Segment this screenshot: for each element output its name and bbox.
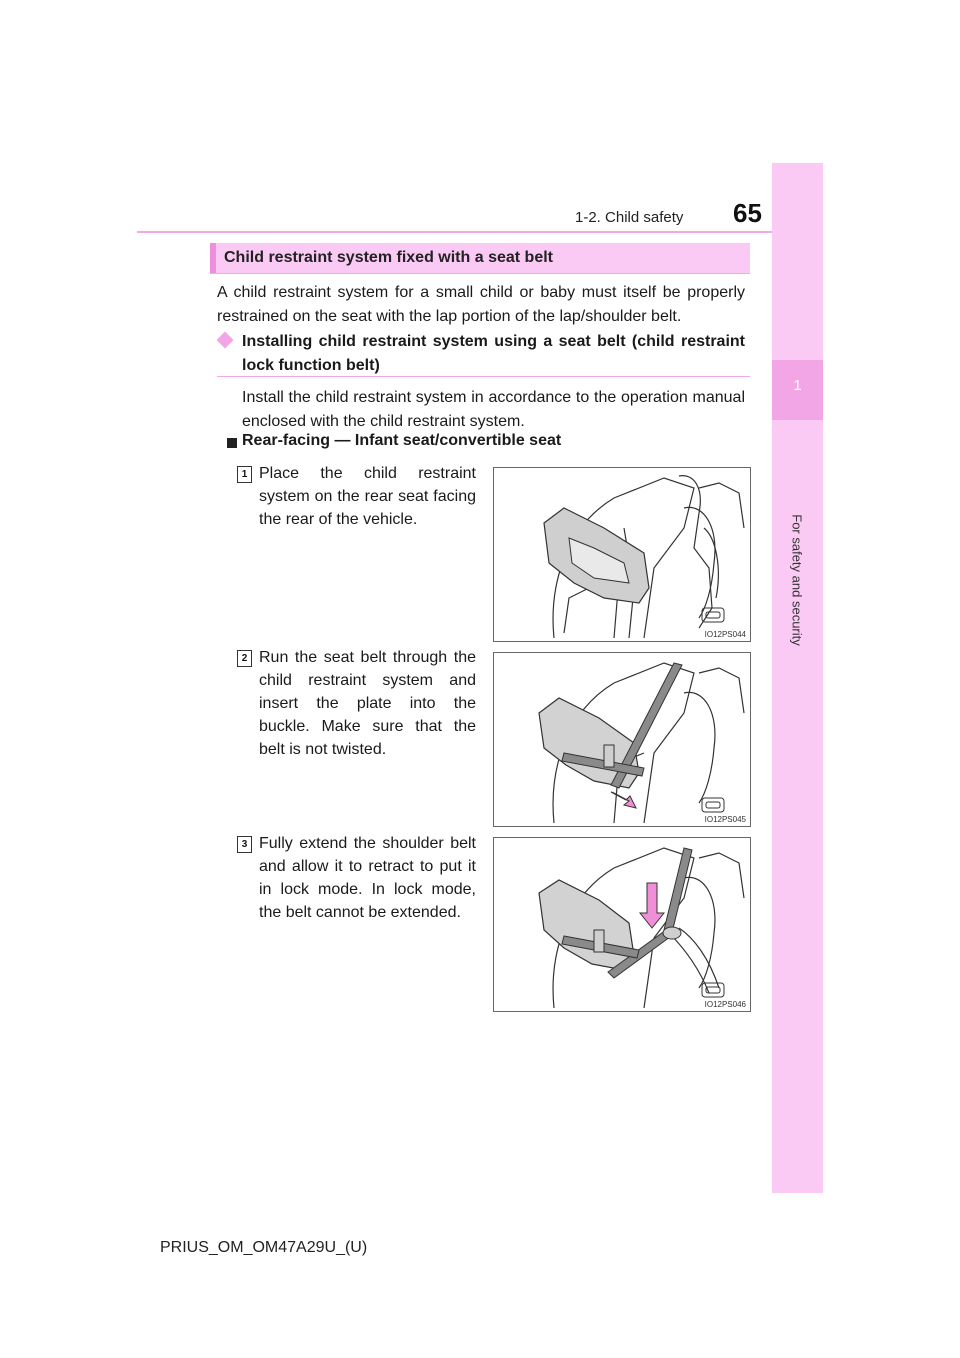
seat-belt-routing-illustration (494, 653, 750, 826)
page-number: 65 (733, 198, 762, 228)
subsection-rule (217, 376, 750, 377)
chapter-title: For safety and security (789, 514, 805, 646)
figure-code-1: IO12PS044 (704, 630, 746, 639)
step-number-2: 2 (237, 650, 252, 667)
section-intro: A child restraint system for a small child or baby must itself be properly restrained on the seat with the lap portion of the lap/shoulder belt. (217, 284, 745, 325)
square-bullet-icon (227, 438, 237, 448)
shoulder-belt-lock-illustration (494, 838, 750, 1011)
figure-code-3: IO12PS046 (704, 1000, 746, 1009)
step-text-1: Place the child restraint system on the rear seat facing the rear of the vehicle. (259, 465, 476, 528)
step-number-1: 1 (237, 466, 252, 483)
diamond-bullet-icon (217, 332, 234, 349)
figure-step-1 (493, 467, 751, 642)
subsection-title: Installing child restraint system using a seat belt (child restraint lock function belt) (242, 333, 745, 374)
figure-code-2: IO12PS045 (704, 815, 746, 824)
chapter-side-tab (772, 163, 823, 1193)
step-text-2: Run the seat belt through the child restraint system and insert the plate into the buckle. Make sure that the belt is not twisted. (259, 649, 476, 758)
rear-facing-heading: Rear-facing — Infant seat/convertible seat (242, 432, 562, 449)
chapter-number: 1 (793, 377, 802, 394)
section-heading-accent (210, 243, 216, 273)
running-header-section: 1-2. Child safety (575, 209, 684, 226)
subsection-body: Install the child restraint system in accordance to the operation manual enclosed with the child restraint system. (242, 389, 745, 430)
header-rule (137, 231, 823, 233)
section-title: Child restraint system fixed with a seat belt (224, 249, 553, 266)
child-seat-placement-illustration (494, 468, 750, 641)
document-code-footer: PRIUS_OM_OM47A29U_(U) (160, 1239, 368, 1256)
figure-step-2 (493, 652, 751, 827)
step-text-3: Fully extend the shoulder belt and allow it to retract to put it in lock mode. In lock mode, the belt cannot be extended. (259, 835, 476, 921)
figure-step-3 (493, 837, 751, 1012)
step-number-3: 3 (237, 836, 252, 853)
